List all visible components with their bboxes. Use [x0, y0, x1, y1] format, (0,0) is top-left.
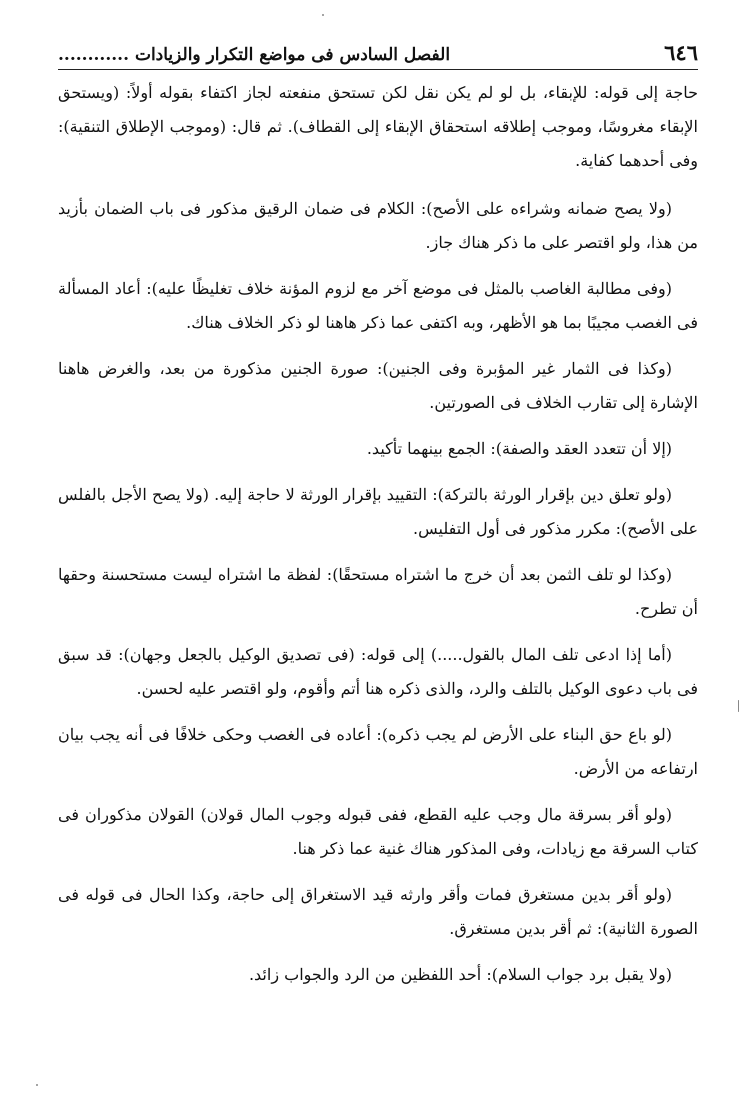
scan-speck	[322, 14, 324, 16]
paragraph: (ولو تعلق دين بإقرار الورثة بالتركة): التقييد بإقرار الورثة لا حاجة إليه. (ولا يصح الأجل بالفلس على الأصح): مكرر مذكور فى أول التفليس.	[58, 485, 698, 538]
paragraph: (وفى مطالبة الغاصب بالمثل فى موضع آخر مع لزوم المؤنة خلاف تغليظًا عليه): أعاد المسألة فى الغصب مجيبًا بما هو الأظهر، وبه اكتفى عما ذكر هاهنا لو ذكر الخلاف هناك.	[58, 279, 698, 332]
scan-speck	[738, 700, 739, 712]
paragraph: (لو باع حق البناء على الأرض لم يجب ذكره): أعاده فى الغصب وحكى خلافًا فى أنه يجب بيان ارتفاعه من الأرض.	[58, 725, 698, 778]
paragraph: (وكذا لو تلف الثمن بعد أن خرج ما اشتراه مستحقًا): لفظة ما اشتراه ليست مستحسنة وحقها أن تطرح.	[58, 565, 698, 618]
paragraph: (ولا يصح ضمانه وشراءه على الأصح): الكلام فى ضمان الرقيق مذكور فى باب الضمان بأزيد من هذا، ولو اقتصر على ما ذكر هناك جاز.	[58, 199, 698, 252]
paragraph: (وكذا فى الثمار غير المؤبرة وفى الجنين): صورة الجنين مذكورة من بعد، والغرض هاهنا الإشارة إلى تقارب الخلاف فى الصورتين.	[58, 359, 698, 412]
paragraph-continuation: حاجة إلى قوله: للإبقاء، بل لو لم يكن نقل لكن تستحق منفعته لجاز اكتفاء بقوله أولاً: (ويستحق الإبقاء مغروسًا، وموجب إطلاقه استحقاق الإبقاء إلى القطاف). ثم قال: (وموجب الإطلاق التنقية): وفى أحدهما كفاية.	[58, 83, 698, 170]
body-text	[58, 76, 698, 1004]
page-header	[58, 36, 698, 70]
book-page	[58, 0, 698, 1097]
paragraph: (إلا أن تتعدد العقد والصفة): الجمع بينهما تأكيد.	[366, 439, 672, 458]
scan-speck	[36, 1084, 38, 1086]
paragraph: (ولو أقر بدين مستغرق فمات وأقر وارثه قيد الاستغراق إلى حاجة، وكذا الحال فى قوله فى الصورة الثانية): ثم أقر بدين مستغرق.	[58, 885, 698, 938]
paragraph: (أما إذا ادعى تلف المال بالقول.....) إلى قوله: (فى تصديق الوكيل بالجعل وجهان): قد سبق فى باب دعوى الوكيل بالتلف والرد، والذى ذكره هنا أتم وأقوم، ولو اقتصر عليه لحسن.	[58, 645, 698, 698]
paragraph: (ولو أقر بسرقة مال وجب عليه القطع، ففى قبوله وجوب المال قولان) القولان مذكوران فى كتاب السرقة مع زيادات، وفى المذكور هناك غنية عما ذكر هنا.	[58, 805, 698, 858]
running-title: الفصل السادس فى مواضع التكرار والزيادات ............	[58, 45, 451, 65]
page-number: ٦٤٦	[664, 40, 698, 65]
paragraph: (ولا يقبل برد جواب السلام): أحد اللفظين من الرد والجواب زائد.	[248, 965, 672, 984]
